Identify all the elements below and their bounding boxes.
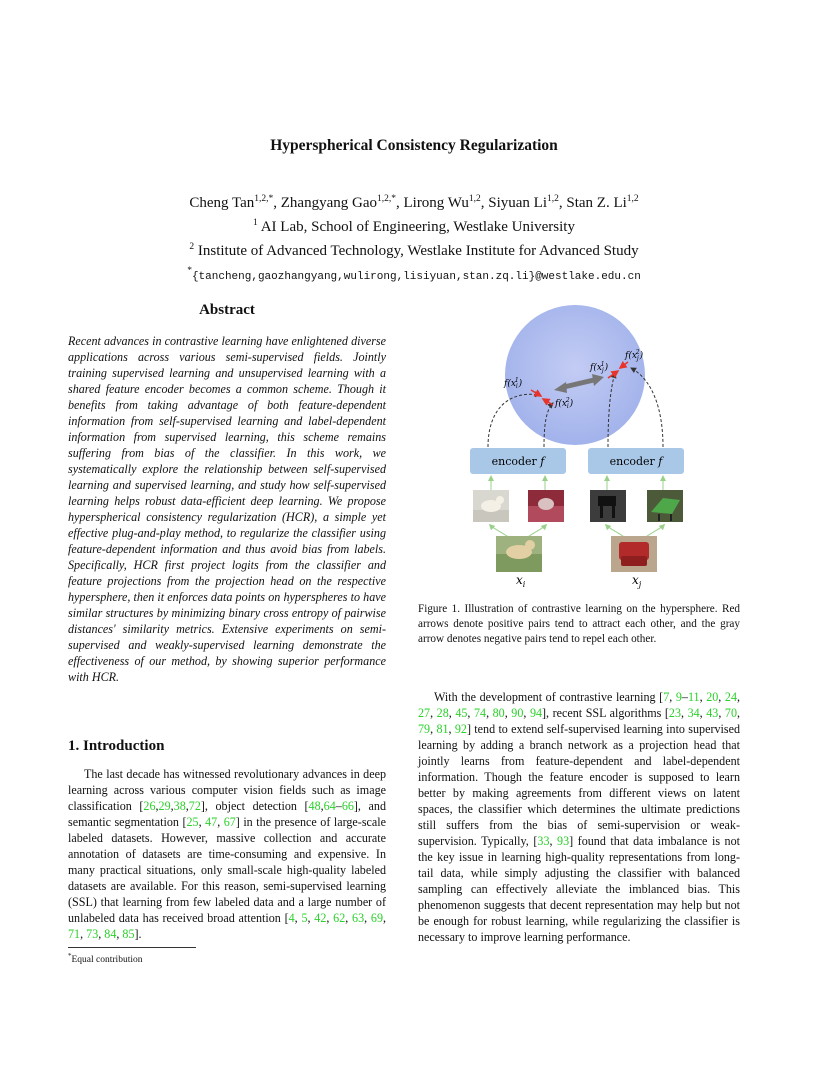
chair-view-1-image [590,490,626,522]
citation-link[interactable]: 20 [706,690,719,704]
citation-link[interactable]: 84 [104,927,117,941]
body-text: , [198,815,206,829]
body-text: , [116,927,123,941]
body-text: , [326,911,334,925]
citation-link[interactable]: 85 [122,927,135,941]
citation-link[interactable]: 5 [301,911,308,925]
author-name: Siyuan Li [488,195,547,211]
author-name: Cheng Tan [189,195,255,211]
body-text: , [736,706,741,720]
body-text: , [430,706,437,720]
citation-link[interactable]: 70 [724,706,737,720]
body-text: , [307,911,315,925]
author-name: Lirong Wu [403,195,469,211]
abstract-heading: Abstract [199,302,255,318]
footnote: *Equal contribution [68,952,143,966]
paper-title: Hyperspherical Consistency Regularization [270,137,558,154]
citation-link[interactable]: 62 [333,911,346,925]
body-text: , [170,799,174,813]
citation-link[interactable]: 81 [436,722,449,736]
body-text: The last decade has witnessed revolutionary advances in deep learning across various computer vision fields such as image classification [ [68,767,386,813]
body-text: , [155,799,159,813]
citation-link[interactable]: 4 [288,911,295,925]
svg-text:encoder f: encoder f [609,455,663,468]
citation-link[interactable]: 72 [188,799,201,813]
label-f-xj1: $f(x_j1)$ [590,361,609,374]
body-text: , [185,799,189,813]
body-text: , [320,799,324,813]
citation-link[interactable]: 23 [668,706,682,720]
chair-view-2-image [647,490,683,522]
citation-link[interactable]: 66 [341,799,354,813]
body-text: , [467,706,474,720]
chair-original-image [611,536,657,572]
dog-view-1-image [473,490,509,522]
citation-link[interactable]: 69 [370,911,383,925]
citation-link[interactable]: 28 [436,706,449,720]
body-text: ]. [134,927,142,941]
affiliation-2: $^2$ Institute of Advanced Technology, Westlake Institute for Advanced Study [189,242,639,259]
svg-text:encoder f: encoder f [491,455,545,468]
email-line: *{tancheng,gaozhangyang,wulirong,lisiyuan,stan.zq.li}@westlake.edu.cn [187,266,641,283]
affiliation-1: $^1$ AI Lab, School of Engineering, Westlake University [253,218,575,235]
author-name: Stan Z. Li [566,195,627,211]
body-text: With the development of contrastive learning [ [434,690,664,704]
citation-link[interactable]: 25 [186,815,199,829]
body-text: , [98,927,105,941]
author-name: Zhangyang Gao [280,195,377,211]
citation-link[interactable]: 64 [323,799,336,813]
body-text: , [294,911,302,925]
body-text: – [335,799,342,813]
body-text: , [364,911,371,925]
citation-link[interactable]: 90 [511,706,524,720]
label-f-xi1: $f(x_i1)$ [504,377,523,390]
citation-link[interactable]: 9 [675,690,682,704]
label-f-xj2: $f(x_j2)$ [625,349,644,362]
citation-link[interactable]: 48 [308,799,321,813]
citation-link[interactable]: 27 [418,706,431,720]
citation-link[interactable]: 43 [706,706,719,720]
body-text: , [718,706,725,720]
citation-link[interactable]: 33 [537,834,550,848]
citation-link[interactable]: 80 [492,706,505,720]
body-text: , [699,690,707,704]
right-column-text [418,689,740,945]
citation-link[interactable]: 92 [454,722,467,736]
citation-link[interactable]: 42 [314,911,327,925]
citation-link[interactable]: 73 [86,927,99,941]
citation-link[interactable]: 45 [455,706,468,720]
citation-link[interactable]: 34 [687,706,700,720]
footnote-rule [68,947,196,948]
author-line: Cheng Tan$^{1,2,*}$, Zhangyang Gao$^{1,2,*}$, Lirong Wu$^{1,2}$, Siyuan Li$^{1,2}$, Stan Z. Li$^{1,2}$ [189,194,639,211]
body-text: – [681,690,688,704]
label-xi: $x_i$ [516,573,526,589]
citation-link[interactable]: 67 [223,815,236,829]
body-text: , [699,706,707,720]
citation-link[interactable]: 79 [418,722,431,736]
body-text: , [549,834,558,848]
body-text: , [383,911,387,925]
author-block [0,189,828,287]
body-text: , [430,722,437,736]
citation-link[interactable]: 26 [143,799,156,813]
citation-link[interactable]: 24 [724,690,737,704]
body-text: ] found that data imbalance is not the key issue in learning high-quality representations from long-tail data, while simply adjusting the classifier with balanced sampling can effectively alleviate the imblanced bias. This phenomenon suggests that decent representation may help but not be enough for robust learning, while regularizing the classifier is necessary to improve learning performance. [418,834,740,944]
body-text: , [681,706,688,720]
citation-link[interactable]: 94 [529,706,543,720]
body-text: ], and semantic segmentation [ [68,799,386,829]
body-text: , [523,706,530,720]
intro-text [68,766,386,942]
citation-link[interactable]: 7 [663,690,670,704]
body-text: , [504,706,512,720]
intro-paragraph [68,766,386,942]
citation-link[interactable]: 74 [473,706,487,720]
body-text: ], object detection [ [200,799,309,813]
citation-link[interactable]: 47 [205,815,218,829]
body-text: , [486,706,493,720]
body-text: ] tend to extend self-supervised learning into supervised learning by adding a branch network as a projection head that jointly learns from feature-dependent and label-dependent information. Though the feature encoder is supposed to learn better by making agreements from different views on latent spaces, the classifier which determines the ultimate predictions still suffers from the bias of semi-supervision or weak-supervision. Typically, [ [418,722,741,848]
citation-link[interactable]: 38 [173,799,186,813]
body-text: , [345,911,353,925]
body-text: , [448,722,455,736]
body-text: , [80,927,87,941]
body-text: , [737,690,741,704]
figure-caption: Figure 1. Illustration of contrastive learning on the hypersphere. Red arrows denote positive pairs tend to attract each other, and the gray arrow denotes negative pairs tend to repel each other. [418,603,740,645]
citation-link[interactable]: 11 [687,690,700,704]
body-text: , [669,690,676,704]
body-text: ] in the presence of large-scale labeled datasets. However, massive collection and accurate annotation of datasets are time-consuming and expensive. In many practical situations, only small-scale high-quality labeled datasets are available. For this reason, semi-supervised learning (SSL) that learning from few labeled data and a large number of unlabeled data has received broad attention [ [68,815,386,925]
dog-view-2-image [528,490,564,522]
section-heading-introduction: 1. Introduction [68,738,165,754]
citation-link[interactable]: 63 [352,911,365,925]
dog-original-image [496,536,542,572]
citation-link[interactable]: 71 [68,927,81,941]
body-text: , [718,690,725,704]
label-xj: $x_j$ [632,573,642,589]
body-text: ], recent SSL algorithms [ [542,706,669,720]
label-f-xi2: $f(x_i2)$ [555,397,574,410]
body-text: , [217,815,224,829]
figure-1 [418,300,740,592]
body-text: , [448,706,456,720]
hypersphere [505,305,645,445]
abstract-text: Recent advances in contrastive learning have enlightened diverse applications across various semi-supervised fields. Jointly training supervised learning and unsupervised learning with a shared feature encoder becomes a common scheme. Though it benefits from taking advantage of both feature-dependent information from self-supervised learning and label-dependent information from supervised learning, this scheme remains suffering from bias of the classifier. In this work, we systematically explore the relationship between self-supervised learning and supervised learning, and study how self-supervised learning helps robust data-efficient deep learning. We propose hyperspherical consistency regularization (HCR), a simple yet effective plug-and-play method, to regularize the classifier using feature-dependent information and thus avoid bias from labels. Specifically, HCR first project logits from the classifier and feature projections from the projection head on the respective hypersphere, then it enforces data points on hyperspheres to have similar structures by minimizing binary cross entropy of pairwise distances' similarity metrics. Extensive experiments on semi-supervised and weakly-supervised learning demonstrate the effectiveness of our method, by showing superior performance with HCR. [68,334,386,684]
right-column-paragraph [418,689,740,945]
citation-link[interactable]: 93 [557,834,570,848]
citation-link[interactable]: 29 [158,799,171,813]
